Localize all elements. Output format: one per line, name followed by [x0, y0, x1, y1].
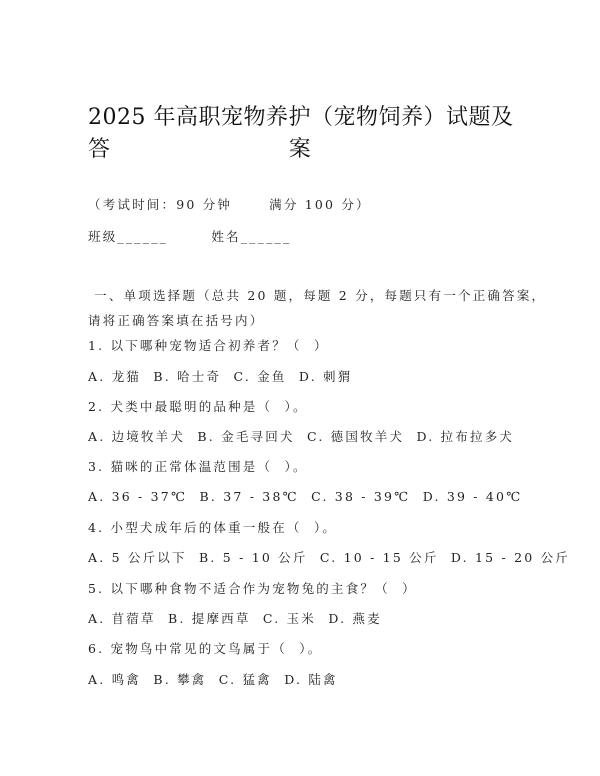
document-title-line1: 2025 年高职宠物养护（宠物饲养）试题及答 [88, 105, 514, 162]
question-2: 2. 犬类中最聪明的品种是（ ）。 [88, 399, 308, 414]
question-3-options: A. 36 - 37℃ B. 37 - 38℃ C. 38 - 39℃ D. 39 - 40℃ [88, 489, 523, 504]
question-4-options: A. 5 公斤以下 B. 5 - 10 公斤 C. 10 - 15 公斤 D. 15 - 20 公斤 [88, 550, 570, 565]
question-1: 1. 以下哪种宠物适合初养者？（ ） [88, 338, 329, 353]
section-heading-line1: 一、单项选择题（总共 20 题，每题 2 分，每题只有一个正确答案， [88, 288, 547, 303]
question-5-options: A. 苜蓿草 B. 提摩西草 C. 玉米 D. 燕麦 [88, 611, 382, 626]
question-6-options: A. 鸣禽 B. 攀禽 C. 猛禽 D. 陆禽 [88, 672, 338, 687]
question-3: 3. 猫咪的正常体温范围是（ ）。 [88, 459, 308, 474]
question-6: 6. 宠物鸟中常见的文鸟属于（ ）。 [88, 641, 323, 656]
question-2-options: A. 边境牧羊犬 B. 金毛寻回犬 C. 德国牧羊犬 D. 拉布拉多犬 [88, 429, 515, 444]
exam-info: （考试时间：90 分钟 满分 100 分） [88, 197, 371, 212]
question-4: 4. 小型犬成年后的体重一般在（ ）。 [88, 520, 338, 535]
class-name-line: 班级______ 姓名______ [88, 229, 292, 244]
section-heading-line2: 请将正确答案填在括号内） [88, 313, 265, 328]
question-1-options: A. 龙猫 B. 哈士奇 C. 金鱼 D. 刺猬 [88, 369, 353, 384]
document-title-line2: 案 [288, 137, 312, 162]
question-5: 5. 以下哪种食物不适合作为宠物兔的主食？（ ） [88, 581, 417, 596]
